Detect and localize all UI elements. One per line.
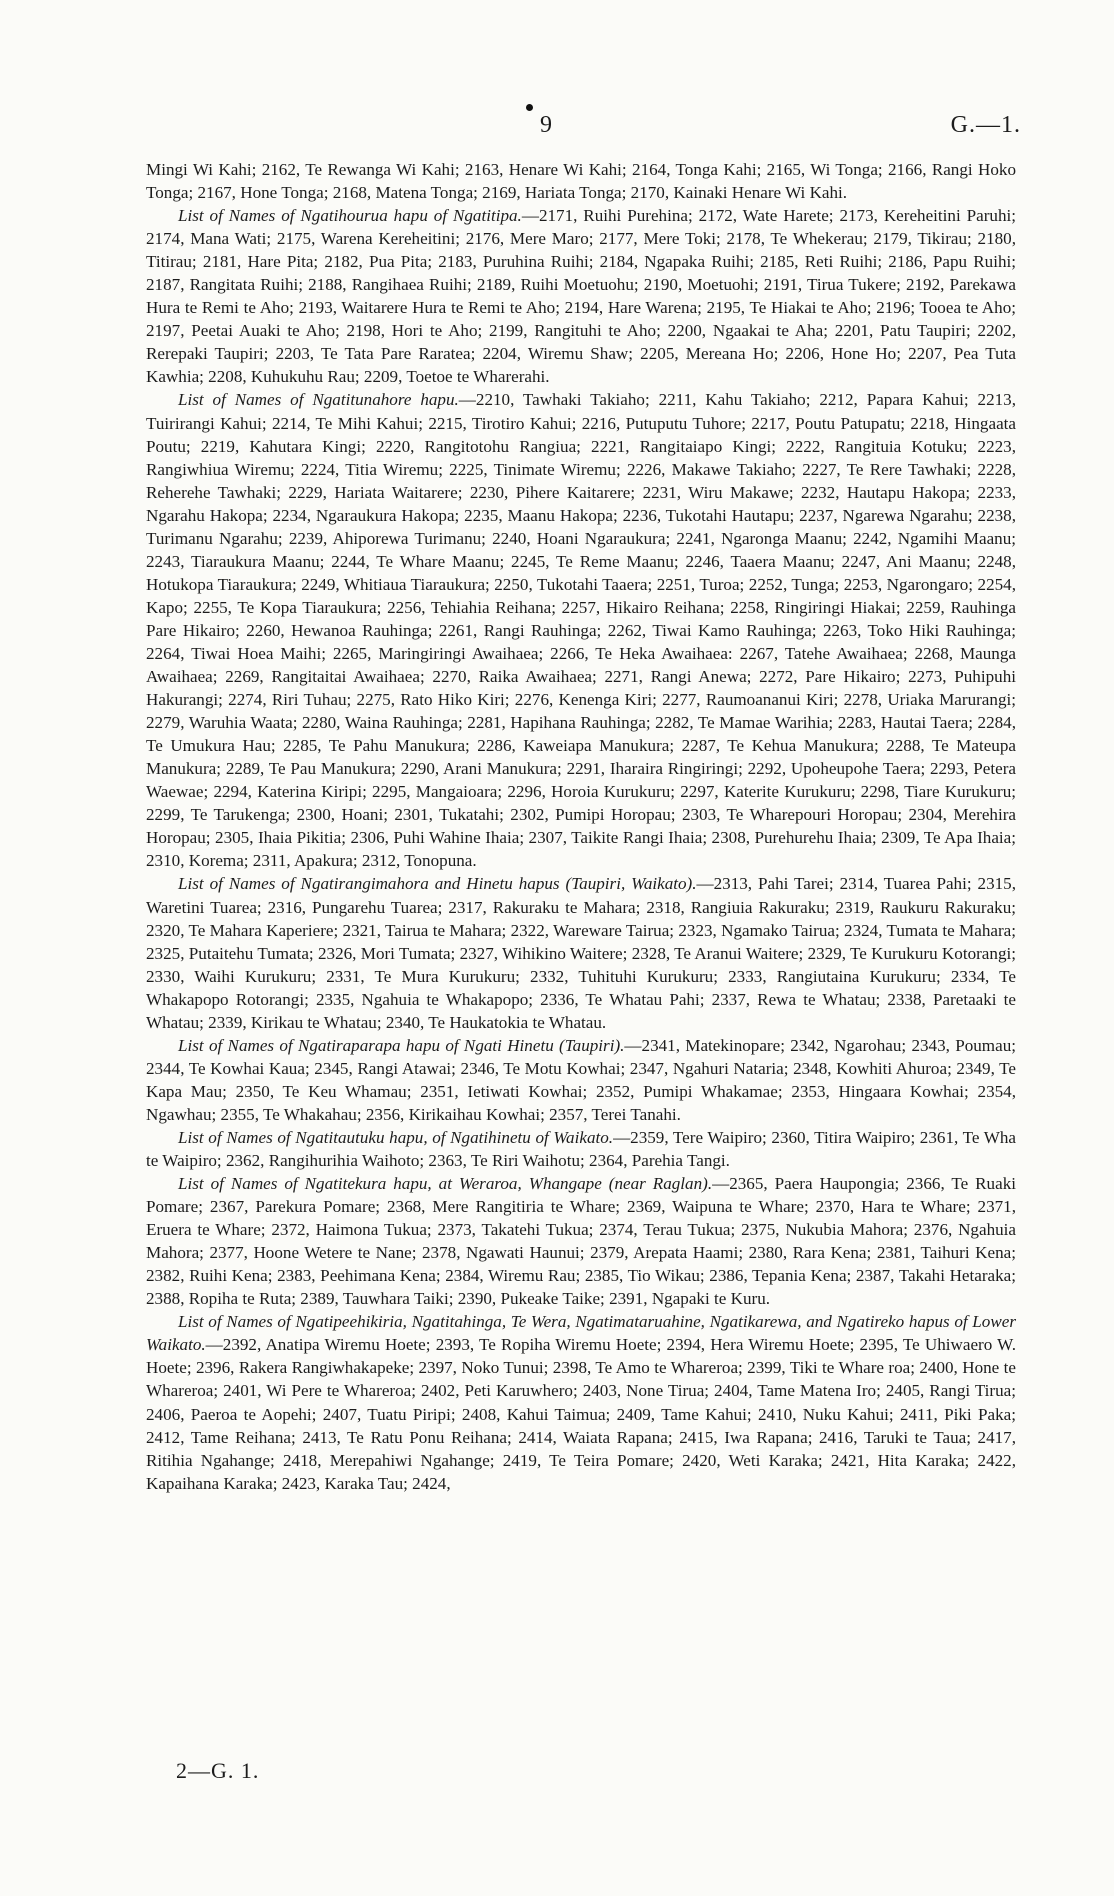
- paragraph-continuation: [146, 158, 1016, 204]
- list-text: —2171, Ruihi Purehina; 2172, Wate Harete; 2173, Kereheitini Paruhi; 2174, Mana Wati; 2175, Warena Kereheitini; 2176, Mere Maro; 2177, Mere Toki; 2178, Te Whekerau; 2179, Tikirau; 2180, Titirau; 2181, Hare Pita; 2182, Pua Pita; 2183, Puruhina Ruihi; 2184, Ngapaka Ruihi; 2185, Reti Ruihi; 2186, Papu Ruihi; 2187, Rangitata Ruihi; 2188, Rangihaea Ruihi; 2189, Ruihi Moetuohu; 2190, Moetuohi; 2191, Tirua Tukere; 2192, Parekawa Hura te Remi te Aho; 2193, Waitarere Hura te Remi te Aho; 2194, Hare Warena; 2195, Te Hiakai te Aho; 2196; Tooea te Aho; 2197, Peetai Auaki te Aho; 2198, Hori te Aho; 2199, Rangituhi te Aho; 2200, Ngaakai te Aha; 2201, Patu Taupiri; 2202, Rerepaki Taupiri; 2203, Te Tata Pare Raratea; 2204, Wiremu Shaw; 2205, Mereana Ho; 2206, Hone Ho; 2207, Pea Tuta Kawhia; 2208, Kuhukuhu Rau; 2209, Toetoe te Wharerahi.: [146, 206, 1016, 387]
- document-body: [146, 158, 1016, 1495]
- page-number: 9: [540, 112, 552, 138]
- list-heading: List of Names of Ngatitautuku hapu, of Ngatihinetu of Waikato.: [178, 1127, 614, 1147]
- list-ngatihourua: [146, 204, 1016, 388]
- list-heading: List of Names of Ngatihourua hapu of Ngatitipa.: [178, 206, 522, 226]
- header-dot: [526, 104, 533, 111]
- list-ngatirangimahora: [146, 872, 1016, 1033]
- list-lower-waikato: [146, 1310, 1016, 1494]
- paragraph-text: Mingi Wi Kahi; 2162, Te Rewanga Wi Kahi; 2163, Henare Wi Kahi; 2164, Tonga Kahi; 2165, Wi Tonga; 2166, Rangi Hoko Tonga; 2167, Hone Tonga; 2168, Matena Tonga; 2169, Hariata Tonga; 2170, Kainaki Henare Wi Kahi.: [146, 160, 1016, 203]
- list-text: —2210, Tawhaki Takiaho; 2211, Kahu Takiaho; 2212, Papara Kahui; 2213, Tuirirangi Kahui; 2214, Te Mihi Kahui; 2215, Tirotiro Kahui; 2216, Putuputu Tuhore; 2217, Poutu Patupatu; 2218, Hingaata Poutu; 2219, Kahutara Kingi; 2220, Rangitotohu Rangiua; 2221, Rangitaiapo Kingi; 2222, Rangituia Kotuku; 2223, Rangiwhiua Wiremu; 2224, Titia Wiremu; 2225, Tinimate Wiremu; 2226, Makawe Takiaho; 2227, Te Rere Tawhaki; 2228, Reherehe Tawhaki; 2229, Hariata Waitarere; 2230, Pihere Kaitarere; 2231, Wiru Makawe; 2232, Hautapu Hakopa; 2233, Ngarahu Hakopa; 2234, Ngaraukura Hakopa; 2235, Maanu Hakopa; 2236, Tukotahi Hautapu; 2237, Ngarewa Ngarahu; 2238, Turimanu Ngarahu; 2239, Ahiporewa Turimanu; 2240, Hoani Ngaraukura; 2241, Ngaronga Maanu; 2242, Ngamihi Maanu; 2243, Tiaraukura Maanu; 2244, Te Whare Maanu; 2245, Te Reme Maanu; 2246, Taaera Maanu; 2247, Ani Maanu; 2248, Hotukopa Tiaraukura; 2249, Whitiaua Tiaraukura; 2250, Tukotahi Taaera; 2251, Turoa; 2252, Tunga; 2253, Ngarongaro; 2254, Kapo; 2255, Te Kopa Tiaraukura; 2256, Tehiahia Reihana; 2257, Hikairo Reihana; 2258, Ringiringi Hiakai; 2259, Rauhinga Pare Hikairo; 2260, Hewanoa Rauhinga; 2261, Rangi Rauhinga; 2262, Tiwai Kamo Rauhinga; 2263, Toko Hiki Rauhinga; 2264, Tiwai Hoea Maihi; 2265, Maringiringi Awaihaea; 2266, Te Heka Awaihaea: 2267, Tatehe Awaihaea; 2268, Maunga Awaihaea; 2269, Rangitaitai Awaihaea; 2270, Raika Awaihaea; 2271, Rangi Anewa; 2272, Pare Hikairo; 2273, Puhipuhi Hakurangi; 2274, Riri Tuhau; 2275, Rato Hiko Kiri; 2276, Kenenga Kiri; 2277, Raumoananui Kiri; 2278, Uriaka Marurangi; 2279, Waruhia Waata; 2280, Waina Rauhinga; 2281, Hapihana Rauhinga; 2282, Te Mamae Warihia; 2283, Hautai Taera; 2284, Te Umukura Hau; 2285, Te Pahu Manukura; 2286, Kaweiapa Manukura; 2287, Te Kehua Manukura; 2288, Te Mateupa Manukura; 2289, Te Pau Manukura; 2290, Arani Manukura; 2291, Iharaira Ringiringi; 2292, Upoheupohe Taera; 2293, Petera Waewae; 2294, Katerina Kiripi; 2295, Mangaioara; 2296, Horoia Kurukuru; 2297, Katerite Kurukuru; 2298, Tiare Kurukuru; 2299, Te Tarukenga; 2300, Hoani; 2301, Tukatahi; 2302, Pumipi Horopau; 2303, Te Wharepouri Horopau; 2304, Merehira Horopau; 2305, Ihaia Pikitia; 2306, Puhi Wahine Ihaia; 2307, Taikite Rangi Ihaia; 2308, Purehurehu Ihaia; 2309, Te Apa Ihaia; 2310, Korema; 2311, Apakura; 2312, Tonopuna.: [146, 390, 1016, 871]
- document-reference: G.—1.: [950, 112, 1021, 138]
- list-heading: List of Names of Ngatiraparapa hapu of Ngati Hinetu (Taupiri).: [178, 1035, 625, 1055]
- list-heading: List of Names of Ngatitunahore hapu.: [178, 390, 459, 410]
- list-text: —2359, Tere Waipiro; 2360, Titira Waipiro; 2361, Te Wha te Waipiro; 2362, Rangihurihia Waihoto; 2363, Te Riri Waihotu; 2364, Parehia Tangi.: [146, 1127, 1016, 1171]
- list-ngatiraparapa: [146, 1034, 1016, 1126]
- list-text: —2392, Anatipa Wiremu Hoete; 2393, Te Ropiha Wiremu Hoete; 2394, Hera Wiremu Hoete; 2395, Te Uhiwaero W. Hoete; 2396, Rakera Rangiwhakapeke; 2397, Noko Tunui; 2398, Te Amo te Whareroa; 2399, Tiki te Whare roa; 2400, Hone te Whareroa; 2401, Wi Pere te Whareroa; 2402, Peti Karuwhero; 2403, None Tirua; 2404, Tame Matena Iro; 2405, Rangi Tirua; 2406, Paeroa te Aopehi; 2407, Tuatu Piripi; 2408, Kahui Taimua; 2409, Tame Kahui; 2410, Nuku Kahui; 2411, Piki Paka; 2412, Tame Reihana; 2413, Te Ratu Ponu Reihana; 2414, Waiata Rapana; 2415, Iwa Rapana; 2416, Taruki te Taua; 2417, Ritihia Ngahange; 2418, Merepahiwi Ngahange; 2419, Te Teira Pomare; 2420, Weti Karaka; 2421, Hita Karaka; 2422, Kapaihana Karaka; 2423, Karaka Tau; 2424,: [146, 1335, 1016, 1493]
- list-text: —2313, Pahi Tarei; 2314, Tuarea Pahi; 2315, Waretini Tuarea; 2316, Pungarehu Tuarea; 2317, Rakuraku te Mahara; 2318, Rangiuia Rakuraku; 2319, Raukuru Rakuraku; 2320, Te Mahara Kaperiere; 2321, Tairua te Mahara; 2322, Wareware Tairua; 2323, Ngamako Tairua; 2324, Tumata te Mahara; 2325, Putaitehu Tumata; 2326, Mori Tumata; 2327, Wihikino Waitere; 2328, Te Aranui Waitere; 2329, Te Kurukuru Kotorangi; 2330, Waihi Kurukuru; 2331, Te Mura Kurukuru; 2332, Tuhituhi Kurukuru; 2333, Rangiutaina Kurukuru; 2334, Te Whakapopo Rotorangi; 2335, Ngahuia te Whakapopo; 2336, Te Whatau Pahi; 2337, Rewa te Whatau; 2338, Paretaaki te Whatau; 2339, Kirikau te Whatau; 2340, Te Haukatokia te Whatau.: [146, 874, 1016, 1032]
- list-heading: List of Names of Ngatipeehikiria, Ngatitahinga, Te Wera, Ngatimataruahine, Ngatikarewa, and Ngatireko hapus of Lower Waikato.: [146, 1312, 1016, 1355]
- list-text: —2365, Paera Haupongia; 2366, Te Ruaki Pomare; 2367, Parekura Pomare; 2368, Mere Rangitiria te Whare; 2369, Waipuna te Whare; 2370, Hara te Whare; 2371, Eruera te Whare; 2372, Haimona Tukua; 2373, Takatehi Tukua; 2374, Terau Tukua; 2375, Nukubia Mahora; 2376, Ngahuia Mahora; 2377, Hoone Wetere te Nane; 2378, Ngawati Haunui; 2379, Arepata Haami; 2380, Rara Kena; 2381, Taihuri Kena; 2382, Ruihi Kena; 2383, Peehimana Kena; 2384, Wiremu Rau; 2385, Tio Wikau; 2386, Tepania Kena; 2387, Takahi Hetaraka; 2388, Ropiha te Ruta; 2389, Tauwhara Taiki; 2390, Pukeake Taike; 2391, Ngapaki te Kuru.: [146, 1174, 1016, 1309]
- list-heading: List of Names of Ngatirangimahora and Hinetu hapus (Taupiri, Waikato).: [178, 874, 697, 894]
- list-heading: List of Names of Ngatitekura hapu, at Weraroa, Whangape (near Raglan).: [178, 1174, 713, 1194]
- list-ngatitautuku: [146, 1126, 1016, 1172]
- list-ngatitunahore: [146, 388, 1016, 872]
- signature-mark: 2—G. 1.: [176, 1758, 260, 1783]
- list-ngatitekura: [146, 1172, 1016, 1310]
- list-text: —2341, Matekinopare; 2342, Ngarohau; 2343, Poumau; 2344, Te Kowhai Kaua; 2345, Rangi Atawai; 2346, Te Motu Kowhai; 2347, Ngahuri Nataria; 2348, Kowhiti Ahuroa; 2349, Te Kapa Mau; 2350, Te Keu Whamau; 2351, Ietiwati Kowhai; 2352, Pumipi Whakamae; 2353, Hingaara Kowhai; 2354, Ngawhau; 2355, Te Whakahau; 2356, Kirikaihau Kowhai; 2357, Terei Tanahi.: [146, 1035, 1016, 1124]
